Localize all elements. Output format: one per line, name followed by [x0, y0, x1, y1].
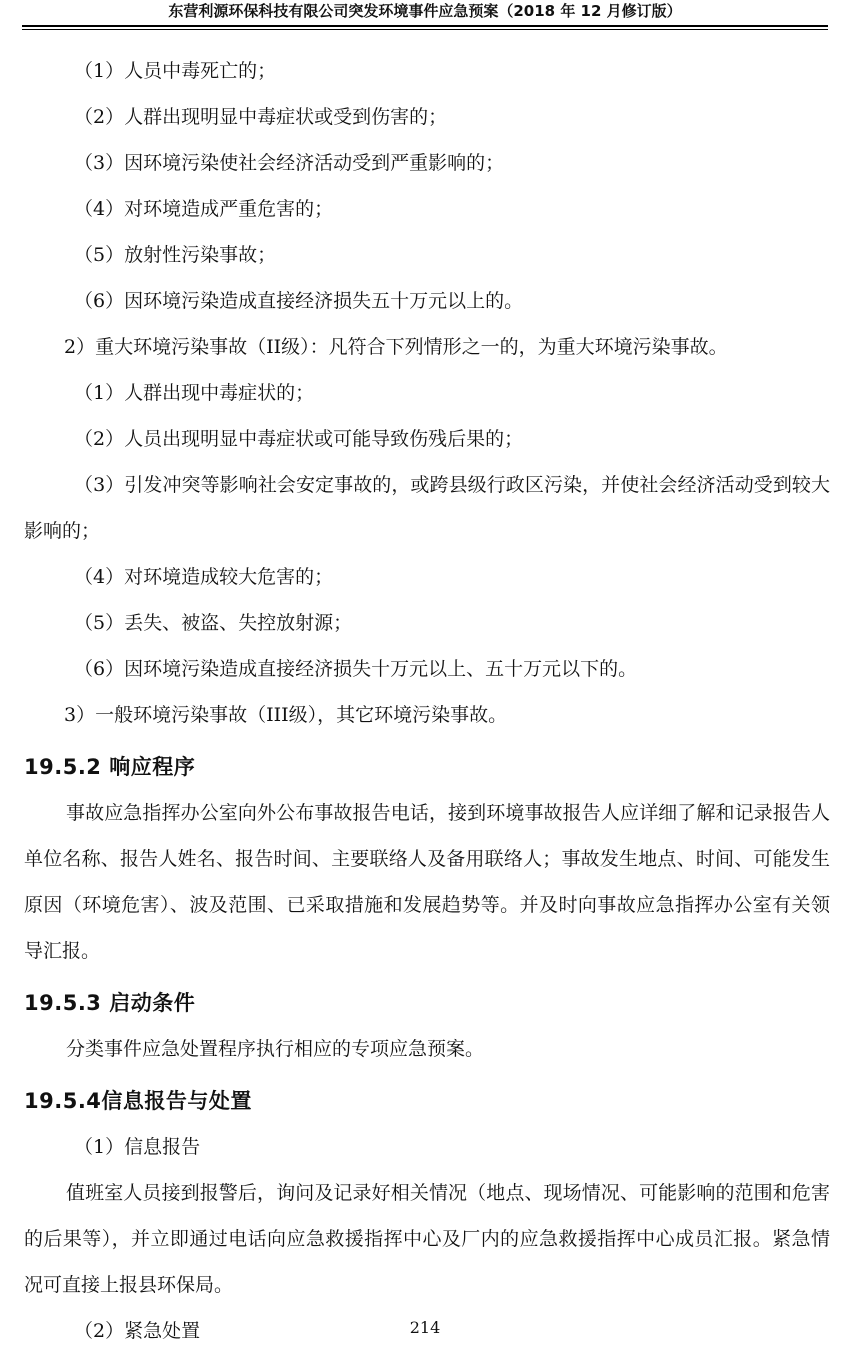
level3-title: 3）一般环境污染事故（III级），其它环境污染事故。	[64, 704, 508, 726]
section-heading-1952: 19.5.2 响应程序	[24, 755, 196, 779]
subsection-info-report: （1）信息报告	[74, 1136, 201, 1158]
list-item: （2）人群出现明显中毒症状或受到伤害的；	[74, 106, 448, 128]
section-paragraph-1954: 值班室人员接到报警后，询问及记录好相关情况（地点、现场情况、可能影响的范围和危害的后果等），并立即通过电话向应急救援指挥中心及厂内的应急救援指挥中心成员汇报。紧急情况可直接上报县环保局。	[24, 1182, 830, 1296]
list-item: （1）人群出现中毒症状的；	[74, 382, 315, 404]
header-rule-thin	[22, 29, 828, 30]
section-heading-1953: 19.5.3 启动条件	[24, 991, 196, 1015]
list-item-wrapped: （3）引发冲突等影响社会安定事故的，或跨县级行政区污染，并使社会经济活动受到较大影响的；	[24, 474, 830, 542]
list-item: （3）因环境污染使社会经济活动受到严重影响的；	[74, 152, 505, 174]
level2-title: 2）重大环境污染事故（II级）：凡符合下列情形之一的，为重大环境污染事故。	[64, 336, 728, 358]
list-item: （6）因环境污染造成直接经济损失五十万元以上的。	[74, 290, 524, 312]
section-paragraph-1952: 事故应急指挥办公室向外公布事故报告电话，接到环境事故报告人应详细了解和记录报告人单位名称、报告人姓名、报告时间、主要联络人及备用联络人；事故发生地点、时间、可能发生原因（环境危害）、波及范围、已采取措施和发展趋势等。并及时向事故应急指挥办公室有关领导汇报。	[24, 802, 830, 962]
running-header: 东营利源环保科技有限公司突发环境事件应急预案（2018 年 12 月修订版）	[168, 2, 682, 20]
list-item: （6）因环境污染造成直接经济损失十万元以上、五十万元以下的。	[74, 658, 638, 680]
list-item: （4）对环境造成较大危害的；	[74, 566, 334, 588]
list-item: （4）对环境造成严重危害的；	[74, 198, 334, 220]
section-paragraph-1953: 分类事件应急处置程序执行相应的专项应急预案。	[66, 1038, 485, 1060]
page-content	[24, 48, 830, 1354]
page-number: 214	[409, 1318, 441, 1337]
subsection-emergency-handling: （2）紧急处置	[74, 1320, 201, 1342]
list-item: （1）人员中毒死亡的；	[74, 60, 277, 82]
list-item: （5）丢失、被盗、失控放射源；	[74, 612, 353, 634]
list-item: （2）人员出现明显中毒症状或可能导致伤残后果的；	[74, 428, 524, 450]
section-heading-1954: 19.5.4信息报告与处置	[24, 1089, 252, 1113]
header-rule-thick	[22, 25, 828, 27]
list-item: （5）放射性污染事故；	[74, 244, 277, 266]
